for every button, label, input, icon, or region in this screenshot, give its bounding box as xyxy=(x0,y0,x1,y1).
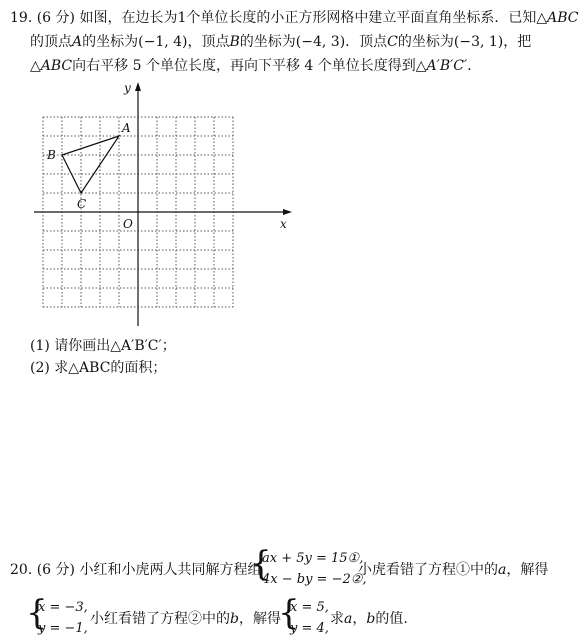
q19-points: (6 分) xyxy=(36,10,75,26)
q19-text: 如图，在边长为1个单位长度的小正方形网格中建立平面直角坐标系．已知 xyxy=(79,10,537,26)
q20-text: 求 xyxy=(330,611,344,627)
x-axis-arrow xyxy=(283,209,292,215)
q19-point-a: A xyxy=(72,34,83,50)
q20-text: 小虎看错了方程①中的 xyxy=(358,562,498,578)
label-point-c: C xyxy=(77,197,87,211)
q20-points: (6 分) xyxy=(36,562,75,578)
q19-sub2: (2) 求△ABC的面积； xyxy=(30,360,167,376)
q19-triangle-abc: △ABC xyxy=(30,58,73,74)
q19-number: 19. xyxy=(10,10,33,26)
equation-2: 4x − by = −2②, xyxy=(262,572,367,587)
axes xyxy=(34,82,292,326)
solution2-x: x = 5, xyxy=(290,600,329,615)
q19-text: ，把 xyxy=(503,34,532,50)
q19-point-c: C xyxy=(387,34,398,50)
q19-sub1: (1) 请你画出△A′B′C′； xyxy=(30,338,176,354)
q20-text: ， xyxy=(352,611,367,627)
coordinate-grid-figure xyxy=(30,78,300,330)
q20-text: ，解得 xyxy=(506,562,549,578)
q19-coord-b: (−4, 3) xyxy=(295,34,346,50)
y-axis-arrow xyxy=(135,82,141,91)
q19-line1 xyxy=(10,8,579,28)
equation-1: ax + 5y = 15①, xyxy=(262,551,364,566)
q20-var-a: a xyxy=(498,562,507,578)
q20-line1-end xyxy=(358,560,548,580)
triangle-abc xyxy=(62,136,119,193)
q19-point-b: B xyxy=(229,34,240,50)
q20-var-b: b xyxy=(366,611,376,627)
q20-var-a: a xyxy=(344,611,353,627)
q19-coord-a: (−1, 4) xyxy=(138,34,188,50)
q20-number: 20. xyxy=(10,562,33,578)
system-brace: { xyxy=(250,544,272,584)
label-x-axis: x xyxy=(280,217,287,231)
q19-text: 向右平移 5 个单位长度，再向下平移 4 个单位长度得到 xyxy=(72,58,416,74)
q20-text: 小红看错了方程②中的 xyxy=(90,611,230,627)
solution1-brace: { xyxy=(26,593,48,633)
triangle-abc-outline xyxy=(62,136,119,193)
q19-text: 的顶点 xyxy=(30,34,72,50)
q19-text: ． xyxy=(467,58,482,74)
q19-text: 的坐标为 xyxy=(239,34,296,50)
solution1-y: y = −1, xyxy=(38,621,88,636)
q20-text: ，解得 xyxy=(238,611,281,627)
q19-triangle-a1b1c1: △A′B′C′ xyxy=(415,58,468,74)
label-point-a: A xyxy=(122,121,131,135)
solution1-x: x = −3, xyxy=(38,600,88,615)
q20-text: 小红和小虎两人共同解方程组 xyxy=(79,562,262,578)
q19-text: 的坐标为 xyxy=(82,34,139,50)
label-y-axis: y xyxy=(124,81,131,95)
q20-text: 的值. xyxy=(375,611,408,627)
q20-line2-end xyxy=(330,609,408,629)
q19-text: ．顶点 xyxy=(345,34,388,50)
label-origin: O xyxy=(123,217,133,231)
q19-line2 xyxy=(30,32,531,52)
q19-coord-c: (−3, 1) xyxy=(453,34,504,50)
q19-text: 的坐标为 xyxy=(397,34,454,50)
q19-text: ，顶点 xyxy=(187,34,230,50)
solution2-brace: { xyxy=(278,593,300,633)
label-point-b: B xyxy=(47,148,56,162)
figure-labels xyxy=(46,81,287,231)
q20-line2-mid xyxy=(90,609,281,629)
solution2-y: y = 4, xyxy=(290,621,329,636)
q19-line3 xyxy=(30,56,481,76)
q20-var-b: b xyxy=(230,611,239,627)
q20-line1-start xyxy=(10,560,261,580)
q19-triangle-abc: △ABC xyxy=(536,10,579,26)
